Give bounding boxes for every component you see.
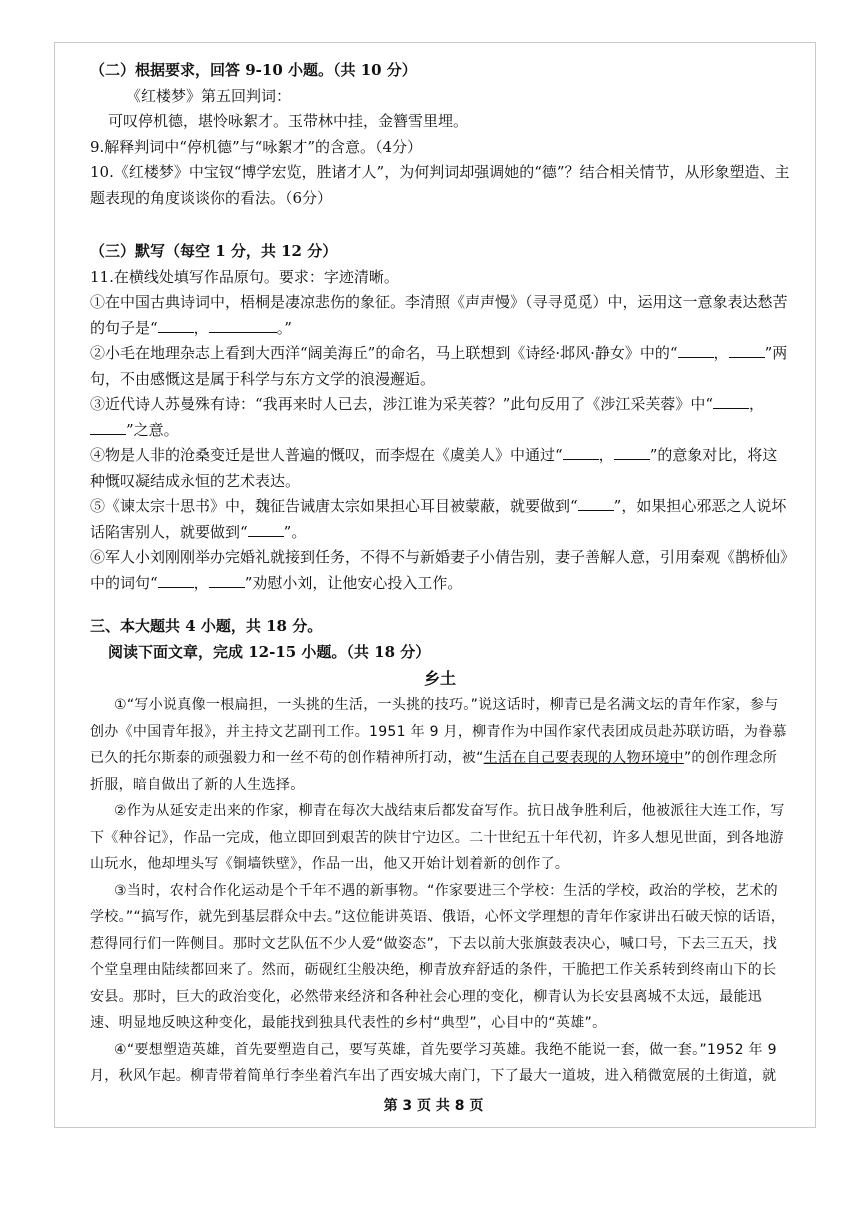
poem-source: 《红楼梦》第五回判词： [126, 86, 292, 105]
answer-blank[interactable] [209, 319, 277, 333]
answer-blank[interactable] [614, 446, 650, 460]
reading-instruction: 阅读下面文章，完成 12-15 小题。（共 18 分） [108, 642, 431, 661]
question-11: 11.在横线处填写作品原句。要求：字迹清晰。 [90, 267, 399, 286]
fill-item-4: ④物是人非的沧桑变迁是世人普遍的慨叹，而李煜在《虞美人》中通过“ ， ”的意象对比，将这种慨叹凝结成永恒的艺术表达。 [90, 446, 778, 490]
part3-title: 三、本大题共 4 小题，共 18 分。 [90, 617, 323, 635]
essay-paragraph-1: ①“写小说真像一根扁担，一头挑的生活，一头挑的技巧。”说这话时，柳青已是名满文坛的青年作家，参与创办《中国青年报》，并主持文艺副刊工作。1951 年 9 月，柳青作为中国作家代表团成员赴苏联访晤，为眷慕已久的托尔斯泰的顽强毅力和一丝不苟的创作精神所打动，被“生活在自己要表现的人物环境中”的创作理念所折服，暗自做出了新的人生选择。 [90, 697, 787, 793]
answer-blank[interactable] [578, 497, 614, 511]
answer-blank[interactable] [248, 523, 284, 537]
question-10: 10.《红楼梦》中宝钗“博学宏览，胜诸才人”，为何判词却强调她的“德”？结合相关情节，从形象塑造、主题表现的角度谈谈你的看法。（6分） [90, 163, 790, 207]
fill-item-2: ②小毛在地理杂志上看到大西洋“阔美海丘”的命名，马上联想到《诗经·邶风·静女》中的“ ， ”两句，不由感慨这是属于科学与东方文学的浪漫邂逅。 [90, 344, 788, 388]
fill-item-1: ①在中国古典诗词中，梧桐是凄凉悲伤的象征。李清照《声声慢》（寻寻觅觅）中，运用这一意象表达愁苦的句子是“ ， 。” [90, 293, 788, 337]
essay-title: 乡土 [423, 669, 456, 688]
question-9: 9.解释判词中“停机德”与“咏絮才”的含意。（4分） [90, 137, 423, 156]
answer-blank[interactable] [729, 344, 765, 358]
essay-paragraph-3: ③当时，农村合作化运动是个千年不遇的新事物。“作家要进三个学校：生活的学校，政治的学校，艺术的学校。”“搞写作，就先到基层群众中去。”这位能讲英语、俄语，心怀文学理想的青年作家讲出石破天惊的话语，惹得同行们一阵侧目。那时文艺队伍不少人爱“做姿态”，下去以前大张旗鼓表决心，喊口号，下去三五天，找个堂皇理由陆续都回来了。然而，砺砚红尘般决绝，柳青放弃舒适的条件，干脆把工作关系转到终南山下的长安县。那时，巨大的政治变化，必然带来经济和各种社会心理的变化，柳青认为长安县离城不太远，最能迅速、明显地反映这种变化，最能找到独具代表性的乡村“典型”，心目中的“英雄”。 [90, 882, 786, 1031]
answer-blank[interactable] [209, 574, 245, 588]
answer-blank[interactable] [90, 421, 126, 435]
page-number-footer: 第 3 页 共 8 页 [383, 1098, 484, 1114]
exam-page-content [90, 58, 790, 1090]
underlined-phrase: 生活在自己要表现的人物环境中 [483, 750, 684, 766]
essay-paragraph-4: ④“要想塑造英雄，首先要塑造自己，要写英雄，首先要学习英雄。我绝不能说一套，做一套。”1952 年 9 月，秋风乍起。柳青带着简单行李坐着汽车出了西安城大南门，下了最大一道坡，进入稍微宽展的土街道，就 [90, 1041, 777, 1084]
fill-item-6: ⑥军人小刘刚刚举办完婚礼就接到任务，不得不与新婚妻子小倩告别，妻子善解人意，引用秦观《鹊桥仙》中的词句“ ， ”劝慰小刘，让他安心投入工作。 [90, 548, 788, 592]
answer-blank[interactable] [678, 344, 714, 358]
answer-blank[interactable] [713, 395, 749, 409]
poem-text: 可叹停机德，堪怜咏絮才。玉带林中挂，金簪雪里埋。 [108, 112, 469, 130]
answer-blank[interactable] [158, 319, 194, 333]
section3-title: （三）默写（每空 1 分，共 12 分） [90, 242, 338, 260]
section2-title: （二）根据要求，回答 9-10 小题。（共 10 分） [90, 61, 417, 79]
answer-blank[interactable] [158, 574, 194, 588]
fill-item-3: ③近代诗人苏曼殊有诗：“我再来时人已去，涉江谁为采芙蓉？”此句反用了《涉江采芙蓉》中“ ，”之意。 [90, 395, 765, 439]
essay-paragraph-2: ②作为从延安走出来的作家，柳青在每次大战结束后都发奋写作。抗日战争胜利后，他被派往大连工作，写下《种谷记》，作品一完成，他立即回到艰苦的陕甘宁边区。二十世纪五十年代初，许多人想见世面，到各地游山玩水，他却埋头写《铜墙铁壁》，作品一出，他又开始计划着新的创作了。 [90, 803, 785, 872]
fill-item-5: ⑤《谏太宗十思书》中，魏征告诫唐太宗如果担心耳目被蒙蔽，就要做到“ ”，如果担心邪恶之人说坏话陷害别人，就要做到“ ”。 [90, 497, 787, 541]
answer-blank[interactable] [563, 446, 599, 460]
